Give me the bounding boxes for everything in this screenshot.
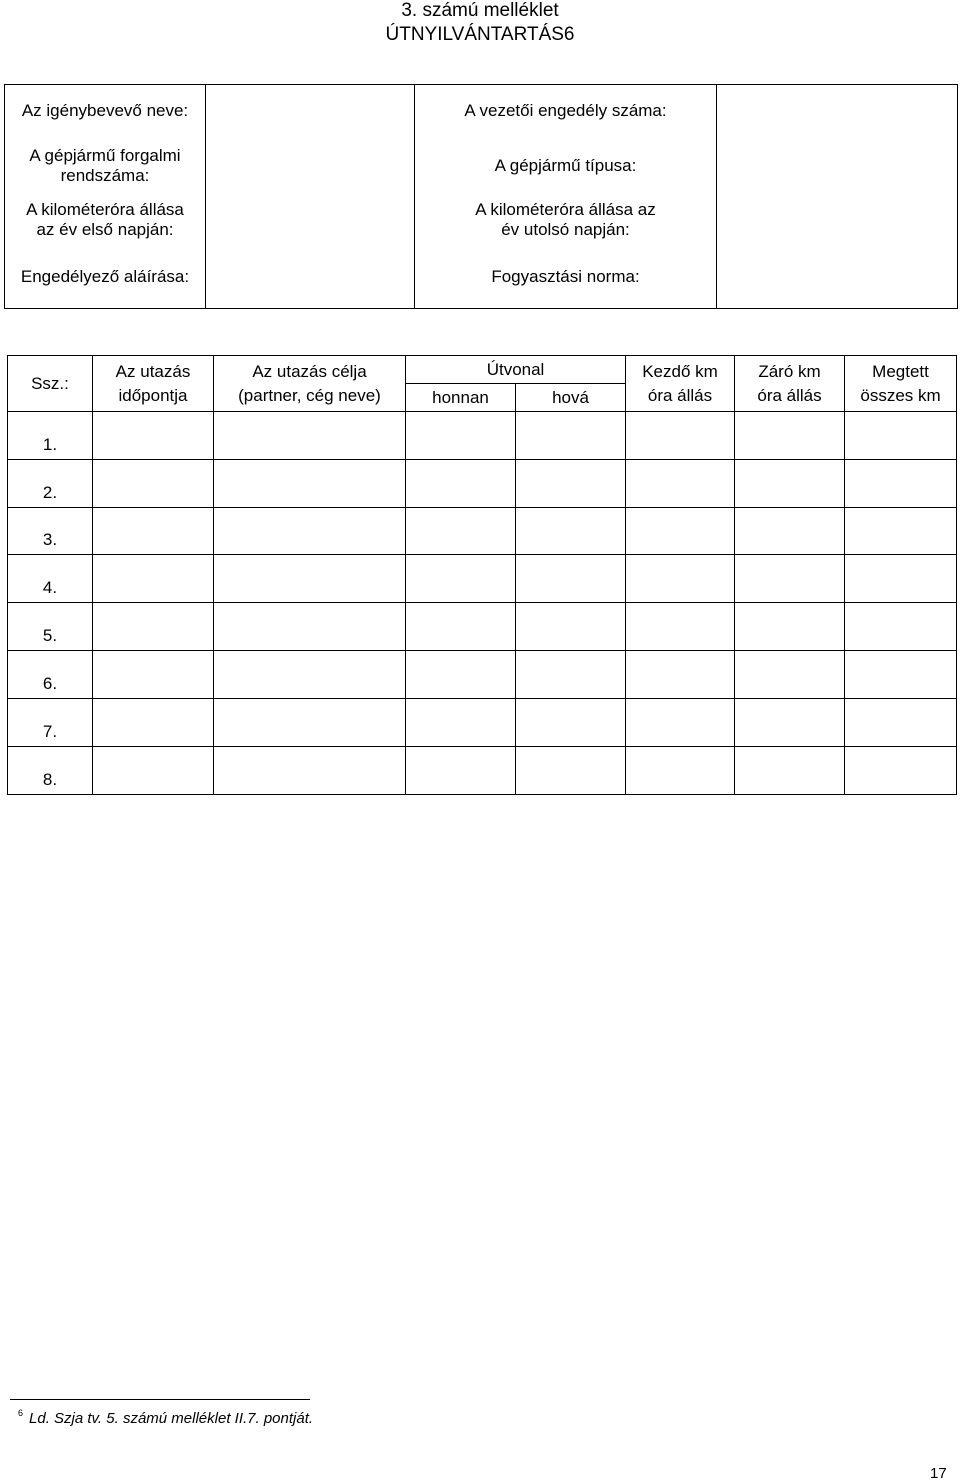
requester-values-cell[interactable] xyxy=(206,85,415,309)
km-end-label: A kilométeróra állása az év utolsó napján: xyxy=(415,194,717,247)
col-start-line1: Kezdő km xyxy=(642,361,718,381)
consumption-norm-label: Fogyasztási norma: xyxy=(415,247,717,309)
km-start-label: A kilométeróra állása az év első napján: xyxy=(5,194,206,247)
license-values-cell[interactable] xyxy=(717,85,958,309)
table-cell[interactable] xyxy=(845,412,957,460)
plate-number-label: A gépjármű forgalmi rendszáma: xyxy=(5,138,206,194)
col-route-from: honnan xyxy=(406,384,516,412)
table-cell[interactable] xyxy=(626,747,735,795)
table-cell[interactable] xyxy=(406,699,516,747)
col-start-line2: óra állás xyxy=(647,385,713,405)
table-row xyxy=(8,651,957,699)
table-row xyxy=(8,699,957,747)
table-cell[interactable] xyxy=(626,412,735,460)
table-cell[interactable] xyxy=(93,508,214,555)
table-cell[interactable] xyxy=(406,651,516,699)
table-cell[interactable] xyxy=(516,460,626,508)
table-cell[interactable] xyxy=(735,747,845,795)
vehicle-info-table xyxy=(4,84,958,309)
requester-name-label: Az igénybevevő neve: xyxy=(5,85,206,138)
table-cell[interactable] xyxy=(214,555,406,603)
table-cell[interactable] xyxy=(93,412,214,460)
table-cell[interactable] xyxy=(214,412,406,460)
table-cell[interactable] xyxy=(214,508,406,555)
col-route-to: hová xyxy=(516,384,626,412)
col-end-line1: Záró km xyxy=(758,361,821,381)
approver-signature-label: Engedélyező aláírása: xyxy=(5,247,206,309)
table-cell[interactable] xyxy=(93,460,214,508)
table-cell[interactable] xyxy=(626,603,735,651)
footnote-number: 6 xyxy=(18,1408,24,1418)
table-cell[interactable] xyxy=(845,651,957,699)
table-row xyxy=(8,412,957,460)
table-cell[interactable] xyxy=(516,651,626,699)
table-cell[interactable] xyxy=(214,460,406,508)
row-number: 2. xyxy=(8,460,93,508)
table-cell[interactable] xyxy=(406,747,516,795)
col-ssz: Ssz.: xyxy=(8,356,93,412)
col-end-km xyxy=(735,356,845,412)
row-number: 5. xyxy=(8,603,93,651)
table-row xyxy=(8,603,957,651)
table-cell[interactable] xyxy=(406,603,516,651)
table-cell[interactable] xyxy=(626,555,735,603)
table-cell[interactable] xyxy=(406,555,516,603)
row-number: 4. xyxy=(8,555,93,603)
table-cell[interactable] xyxy=(214,603,406,651)
table-cell[interactable] xyxy=(516,555,626,603)
table-cell[interactable] xyxy=(735,651,845,699)
table-cell[interactable] xyxy=(845,699,957,747)
table-cell[interactable] xyxy=(735,699,845,747)
row-number: 1. xyxy=(8,412,93,460)
trip-log-table xyxy=(7,355,957,795)
col-purpose-line2: (partner, cég neve) xyxy=(238,385,381,405)
table-cell[interactable] xyxy=(93,603,214,651)
table-row xyxy=(8,747,957,795)
footnote xyxy=(18,1410,313,1427)
table-cell[interactable] xyxy=(735,508,845,555)
col-purpose-line1: Az utazás célja xyxy=(252,361,367,381)
table-cell[interactable] xyxy=(735,555,845,603)
col-purpose xyxy=(214,356,406,412)
table-cell[interactable] xyxy=(516,747,626,795)
col-time xyxy=(93,356,214,412)
row-number: 3. xyxy=(8,508,93,555)
vehicle-type-label: A gépjármű típusa: xyxy=(415,138,717,194)
table-cell[interactable] xyxy=(626,699,735,747)
table-cell[interactable] xyxy=(214,699,406,747)
footnote-separator xyxy=(10,1399,310,1400)
col-total-line1: Megtett xyxy=(872,361,929,381)
table-cell[interactable] xyxy=(93,651,214,699)
document-title xyxy=(0,24,960,46)
document-title-text: ÚTNYILVÁNTARTÁS xyxy=(385,24,564,45)
col-start-km xyxy=(626,356,735,412)
table-row xyxy=(8,460,957,508)
table-cell[interactable] xyxy=(845,747,957,795)
col-end-line2: óra állás xyxy=(757,385,822,405)
table-cell[interactable] xyxy=(406,412,516,460)
table-cell[interactable] xyxy=(626,508,735,555)
row-number: 6. xyxy=(8,651,93,699)
table-cell[interactable] xyxy=(735,412,845,460)
table-cell[interactable] xyxy=(516,412,626,460)
table-cell[interactable] xyxy=(626,651,735,699)
row-number: 8. xyxy=(8,747,93,795)
table-cell[interactable] xyxy=(845,555,957,603)
table-row xyxy=(8,555,957,603)
table-cell[interactable] xyxy=(516,508,626,555)
table-cell[interactable] xyxy=(93,747,214,795)
footnote-ref: 6 xyxy=(563,24,575,45)
table-cell[interactable] xyxy=(516,603,626,651)
table-cell[interactable] xyxy=(516,699,626,747)
col-route: Útvonal xyxy=(406,356,626,384)
table-cell[interactable] xyxy=(93,555,214,603)
col-total-line2: összes km xyxy=(860,385,941,405)
table-cell[interactable] xyxy=(845,508,957,555)
page-number: 17 xyxy=(930,1465,947,1482)
table-cell[interactable] xyxy=(845,460,957,508)
table-cell[interactable] xyxy=(735,603,845,651)
table-cell[interactable] xyxy=(214,747,406,795)
table-cell[interactable] xyxy=(93,699,214,747)
row-number: 7. xyxy=(8,699,93,747)
annex-title: 3. számú melléklet xyxy=(401,0,559,21)
col-total-km xyxy=(845,356,957,412)
table-cell[interactable] xyxy=(735,460,845,508)
table-cell[interactable] xyxy=(406,460,516,508)
table-cell[interactable] xyxy=(845,603,957,651)
table-cell[interactable] xyxy=(214,651,406,699)
footnote-text: Ld. Szja tv. 5. számú melléklet II.7. pontját. xyxy=(29,1410,314,1427)
table-cell[interactable] xyxy=(626,460,735,508)
license-number-label: A vezetői engedély száma: xyxy=(415,85,717,138)
table-row xyxy=(8,508,957,555)
table-cell[interactable] xyxy=(406,508,516,555)
col-time-line1: Az utazás xyxy=(115,361,191,381)
col-time-line2: időpontja xyxy=(118,385,188,405)
